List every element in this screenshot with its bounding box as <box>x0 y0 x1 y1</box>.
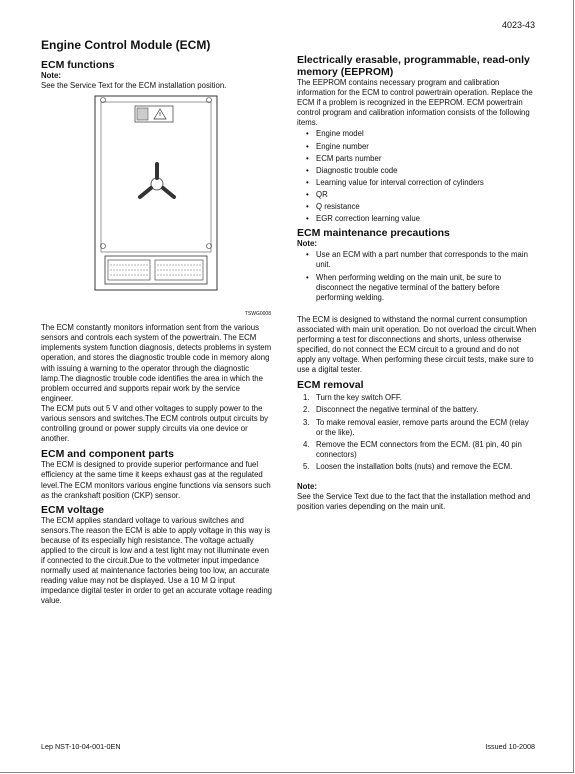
removal-step <box>303 417 537 438</box>
maintenance-text: The ECM is designed to withstand the normal current consumption associated with main unit operation. Do not overload the circuit.When performing a test for disconnections and shorts, unless otherwise specified, do not connect the ECM circuit to a ground and do not apply any voltage. When performing these circuit tests, make sure to use a digital tester. <box>297 314 537 375</box>
footer-issue-date: Issued 10-2008 <box>485 741 535 751</box>
ecm-voltage-text: The ECM applies standard voltage to various switches and sensors.The reason the ECM is able to apply voltage in this way is because of its especially high resistance. The voltage actually applied to the circuit is low and a test light may not illuminate even if connected to the circuit.Due to the voltmeter input impedance normally used at maintenance factories being too low, an accurate reading value may not be displayed. Use a 10 M Ω input impedance digital tester in order to get an accurate voltage reading value. <box>41 515 273 606</box>
list-item: • Engine number <box>316 142 537 152</box>
list-item: • When performing welding on the main unit, be sure to disconnect the negative terminal of the battery before performing welding. <box>316 273 537 303</box>
step-text: Loosen the installation bolts (nuts) and remove the ECM. <box>316 461 513 471</box>
removal-step <box>303 439 537 460</box>
step-text: Turn the key switch OFF. <box>316 393 402 403</box>
ecm-drawing <box>93 94 221 296</box>
step-number: 1. <box>303 393 310 403</box>
eeprom-heading: Electrically erasable, programmable, read-only memory (EEPROM) <box>297 54 530 78</box>
eeprom-text: The EEPROM contains necessary program and calibration information for the ECM to control powertrain operation. Replace the ECM if a problem is recognized in the EEPROM. ECM powertrain control program and calibration information consists of the following items. <box>297 78 533 128</box>
ecm-voltage-heading: ECM voltage <box>41 503 105 516</box>
step-text: Remove the ECM connectors from the ECM. (81 pin, 40 pin connectors) <box>316 439 522 459</box>
list-item: • ECM parts number <box>316 154 537 164</box>
list-item: • Engine model <box>316 129 537 139</box>
step-text: Disconnect the negative terminal of the battery. <box>316 405 479 415</box>
ecm-removal-heading: ECM removal <box>297 379 364 392</box>
ecm-component-parts-text: The ECM is designed to provide superior performance and fuel efficiency at the same time it keeps exhaust gas at the regulated level.The ECM monitors various engine functions via sensors such as the crankshaft position (CKP) sensor. <box>41 460 271 500</box>
step-number: 2. <box>303 405 310 415</box>
ecm-functions-para2: The ECM puts out 5 V and other voltages to supply power to the various sensors and switches.The ECM controls output circuits by controlling ground or power supply circuits via one device or another. <box>41 403 269 444</box>
maintenance-note-label: Note: <box>297 239 317 249</box>
step-number: 4. <box>303 439 310 449</box>
list-item: • Diagnostic trouble code <box>316 166 537 176</box>
ecm-functions-heading: ECM functions <box>41 59 115 71</box>
maintenance-heading: ECM maintenance precautions <box>297 227 450 240</box>
figure-code: TSWG0008 <box>244 311 271 318</box>
right-column <box>297 54 537 512</box>
removal-steps-list <box>297 393 537 472</box>
list-item: • Learning value for interval correction of cylinders <box>316 178 537 188</box>
ecm-functions-para1: The ECM constantly monitors information sent from the various sensors and controls each system of the powertrain. The ECM implements system function diagnosis, detects problems in system operation, and stores the diagnostic trouble code in memory along with issuing a warning to the operator through the diagnostic lamp.The diagnostic trouble code identifies the area in which the problem occurred and supports repair work by the service engineer. <box>41 323 272 403</box>
step-number: 5. <box>303 461 310 471</box>
maintenance-items-list <box>297 250 537 302</box>
list-item: • QR <box>316 190 537 200</box>
page-title: Engine Control Module (ECM) <box>41 38 211 52</box>
note-text: See the Service Text for the ECM installation position. <box>41 81 227 91</box>
removal-step <box>303 461 537 472</box>
list-item: • Use an ECM with a part number that corresponds to the main unit. <box>316 250 537 270</box>
note-label: Note: <box>41 71 61 80</box>
eeprom-items-list <box>297 129 537 224</box>
removal-step <box>303 405 537 415</box>
removal-note-text: See the Service Text due to the fact that the installation method and position varies depending on the main unit. <box>297 492 531 512</box>
ecm-illustration <box>41 91 273 323</box>
footer-doc-id: Lep NST-10-04-001-0EN <box>41 741 121 751</box>
removal-step <box>303 393 537 403</box>
removal-note-label: Note: <box>297 482 317 491</box>
page-number: 4023-43 <box>501 20 535 30</box>
step-number: 3. <box>303 417 310 427</box>
list-item: • Q resistance <box>316 202 537 212</box>
left-column <box>41 38 273 607</box>
ecm-component-parts-heading: ECM and component parts <box>41 448 175 461</box>
list-item: • EGR correction learning value <box>316 214 537 224</box>
step-text: To make removal easier, remove parts around the ECM (relay or the like). <box>316 417 529 437</box>
